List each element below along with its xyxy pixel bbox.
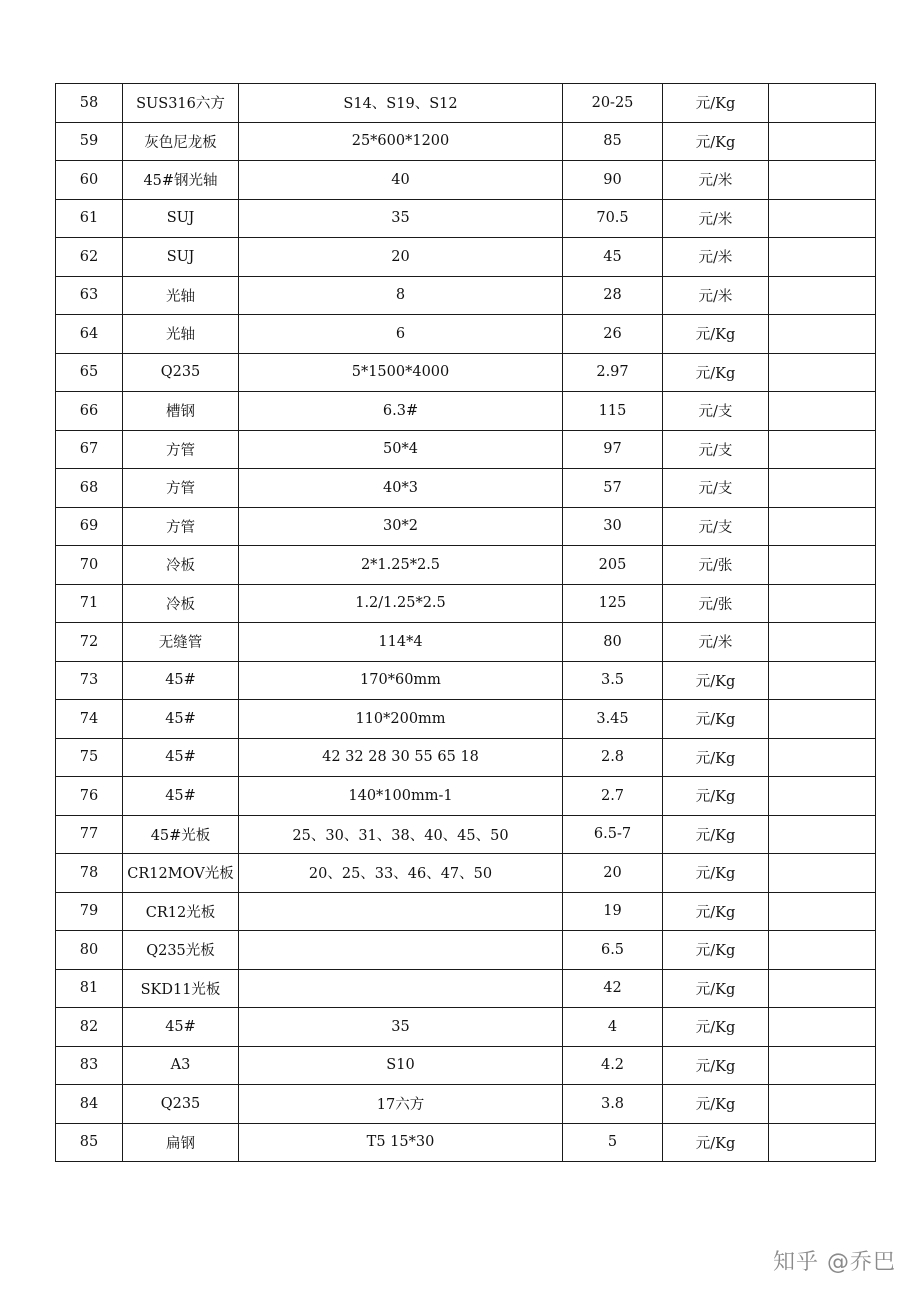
note-cell bbox=[769, 353, 876, 392]
material-name-cell: 方管 bbox=[123, 469, 239, 508]
table-row bbox=[56, 661, 876, 700]
material-name-cell: 45#光板 bbox=[123, 815, 239, 854]
note-cell bbox=[769, 661, 876, 700]
note-cell bbox=[769, 1008, 876, 1047]
material-name-cell: SUS316六方 bbox=[123, 84, 239, 123]
row-number-cell: 79 bbox=[56, 892, 123, 931]
table-row bbox=[56, 1008, 876, 1047]
row-number-cell: 69 bbox=[56, 507, 123, 546]
price-cell: 125 bbox=[563, 584, 663, 623]
material-name-cell: 45# bbox=[123, 1008, 239, 1047]
material-name-cell: 45# bbox=[123, 661, 239, 700]
material-name-cell: SKD11光板 bbox=[123, 969, 239, 1008]
table-row bbox=[56, 969, 876, 1008]
material-name-cell: SUJ bbox=[123, 199, 239, 238]
unit-cell: 元/支 bbox=[663, 469, 769, 508]
price-cell: 42 bbox=[563, 969, 663, 1008]
price-cell: 45 bbox=[563, 238, 663, 277]
specification-cell bbox=[239, 969, 563, 1008]
table-row bbox=[56, 584, 876, 623]
unit-cell: 元/Kg bbox=[663, 815, 769, 854]
price-cell: 3.8 bbox=[563, 1085, 663, 1124]
table-row bbox=[56, 469, 876, 508]
unit-cell: 元/Kg bbox=[663, 353, 769, 392]
note-cell bbox=[769, 892, 876, 931]
price-cell: 4.2 bbox=[563, 1046, 663, 1085]
unit-cell: 元/米 bbox=[663, 238, 769, 277]
price-cell: 20 bbox=[563, 854, 663, 893]
material-name-cell: Q235 bbox=[123, 353, 239, 392]
table-row bbox=[56, 507, 876, 546]
note-cell bbox=[769, 623, 876, 662]
price-cell: 2.7 bbox=[563, 777, 663, 816]
note-cell bbox=[769, 1123, 876, 1162]
price-cell: 90 bbox=[563, 161, 663, 200]
specification-cell: T5 15*30 bbox=[239, 1123, 563, 1162]
price-cell: 80 bbox=[563, 623, 663, 662]
specification-cell: 30*2 bbox=[239, 507, 563, 546]
material-name-cell: 45# bbox=[123, 738, 239, 777]
unit-cell: 元/Kg bbox=[663, 84, 769, 123]
price-cell: 115 bbox=[563, 392, 663, 431]
unit-cell: 元/Kg bbox=[663, 931, 769, 970]
material-name-cell: 冷板 bbox=[123, 584, 239, 623]
material-name-cell: A3 bbox=[123, 1046, 239, 1085]
price-cell: 2.97 bbox=[563, 353, 663, 392]
note-cell bbox=[769, 469, 876, 508]
row-number-cell: 76 bbox=[56, 777, 123, 816]
note-cell bbox=[769, 430, 876, 469]
table-row bbox=[56, 892, 876, 931]
row-number-cell: 72 bbox=[56, 623, 123, 662]
row-number-cell: 63 bbox=[56, 276, 123, 315]
price-cell: 26 bbox=[563, 315, 663, 354]
row-number-cell: 59 bbox=[56, 122, 123, 161]
unit-cell: 元/支 bbox=[663, 430, 769, 469]
watermark: 知乎 @乔巴 bbox=[773, 1250, 896, 1275]
material-name-cell: 光轴 bbox=[123, 276, 239, 315]
row-number-cell: 80 bbox=[56, 931, 123, 970]
specification-cell: 25、30、31、38、40、45、50 bbox=[239, 815, 563, 854]
price-cell: 28 bbox=[563, 276, 663, 315]
note-cell bbox=[769, 84, 876, 123]
unit-cell: 元/Kg bbox=[663, 1123, 769, 1162]
row-number-cell: 71 bbox=[56, 584, 123, 623]
table-row bbox=[56, 276, 876, 315]
unit-cell: 元/米 bbox=[663, 276, 769, 315]
price-cell: 30 bbox=[563, 507, 663, 546]
note-cell bbox=[769, 546, 876, 585]
material-name-cell: 光轴 bbox=[123, 315, 239, 354]
note-cell bbox=[769, 161, 876, 200]
table-row bbox=[56, 1085, 876, 1124]
note-cell bbox=[769, 969, 876, 1008]
specification-cell: 20、25、33、46、47、50 bbox=[239, 854, 563, 893]
specification-cell: 170*60mm bbox=[239, 661, 563, 700]
note-cell bbox=[769, 392, 876, 431]
specification-cell: 40*3 bbox=[239, 469, 563, 508]
table-row bbox=[56, 392, 876, 431]
specification-cell: 25*600*1200 bbox=[239, 122, 563, 161]
unit-cell: 元/支 bbox=[663, 507, 769, 546]
note-cell bbox=[769, 584, 876, 623]
table-row bbox=[56, 353, 876, 392]
price-cell: 6.5-7 bbox=[563, 815, 663, 854]
specification-cell: 110*200mm bbox=[239, 700, 563, 739]
row-number-cell: 85 bbox=[56, 1123, 123, 1162]
specification-cell: 20 bbox=[239, 238, 563, 277]
row-number-cell: 65 bbox=[56, 353, 123, 392]
table-row bbox=[56, 1046, 876, 1085]
specification-cell: 50*4 bbox=[239, 430, 563, 469]
price-cell: 70.5 bbox=[563, 199, 663, 238]
note-cell bbox=[769, 276, 876, 315]
table-row bbox=[56, 815, 876, 854]
unit-cell: 元/Kg bbox=[663, 700, 769, 739]
specification-cell: S10 bbox=[239, 1046, 563, 1085]
specification-cell bbox=[239, 892, 563, 931]
unit-cell: 元/支 bbox=[663, 392, 769, 431]
material-name-cell: CR12光板 bbox=[123, 892, 239, 931]
unit-cell: 元/米 bbox=[663, 199, 769, 238]
price-cell: 2.8 bbox=[563, 738, 663, 777]
unit-cell: 元/Kg bbox=[663, 777, 769, 816]
row-number-cell: 75 bbox=[56, 738, 123, 777]
specification-cell: 2*1.25*2.5 bbox=[239, 546, 563, 585]
unit-cell: 元/Kg bbox=[663, 969, 769, 1008]
row-number-cell: 81 bbox=[56, 969, 123, 1008]
specification-cell: 35 bbox=[239, 1008, 563, 1047]
note-cell bbox=[769, 199, 876, 238]
unit-cell: 元/张 bbox=[663, 546, 769, 585]
note-cell bbox=[769, 700, 876, 739]
price-cell: 5 bbox=[563, 1123, 663, 1162]
specification-cell: S14、S19、S12 bbox=[239, 84, 563, 123]
price-cell: 85 bbox=[563, 122, 663, 161]
unit-cell: 元/Kg bbox=[663, 854, 769, 893]
unit-cell: 元/Kg bbox=[663, 1085, 769, 1124]
row-number-cell: 82 bbox=[56, 1008, 123, 1047]
price-cell: 205 bbox=[563, 546, 663, 585]
unit-cell: 元/Kg bbox=[663, 315, 769, 354]
row-number-cell: 61 bbox=[56, 199, 123, 238]
row-number-cell: 77 bbox=[56, 815, 123, 854]
unit-cell: 元/Kg bbox=[663, 738, 769, 777]
note-cell bbox=[769, 777, 876, 816]
price-cell: 57 bbox=[563, 469, 663, 508]
row-number-cell: 68 bbox=[56, 469, 123, 508]
table-row bbox=[56, 122, 876, 161]
note-cell bbox=[769, 1046, 876, 1085]
note-cell bbox=[769, 507, 876, 546]
unit-cell: 元/Kg bbox=[663, 1008, 769, 1047]
row-number-cell: 73 bbox=[56, 661, 123, 700]
material-name-cell: 45# bbox=[123, 700, 239, 739]
material-name-cell: 45# bbox=[123, 777, 239, 816]
material-name-cell: 45#钢光轴 bbox=[123, 161, 239, 200]
specification-cell: 17六方 bbox=[239, 1085, 563, 1124]
row-number-cell: 58 bbox=[56, 84, 123, 123]
note-cell bbox=[769, 238, 876, 277]
row-number-cell: 62 bbox=[56, 238, 123, 277]
table-row bbox=[56, 700, 876, 739]
row-number-cell: 60 bbox=[56, 161, 123, 200]
unit-cell: 元/米 bbox=[663, 161, 769, 200]
table-row bbox=[56, 315, 876, 354]
note-cell bbox=[769, 815, 876, 854]
material-name-cell: 方管 bbox=[123, 507, 239, 546]
table-row bbox=[56, 931, 876, 970]
row-number-cell: 83 bbox=[56, 1046, 123, 1085]
price-cell: 19 bbox=[563, 892, 663, 931]
material-name-cell: 方管 bbox=[123, 430, 239, 469]
price-cell: 4 bbox=[563, 1008, 663, 1047]
row-number-cell: 74 bbox=[56, 700, 123, 739]
note-cell bbox=[769, 931, 876, 970]
row-number-cell: 67 bbox=[56, 430, 123, 469]
specification-cell: 5*1500*4000 bbox=[239, 353, 563, 392]
price-cell: 97 bbox=[563, 430, 663, 469]
material-name-cell: 槽钢 bbox=[123, 392, 239, 431]
row-number-cell: 64 bbox=[56, 315, 123, 354]
unit-cell: 元/米 bbox=[663, 623, 769, 662]
material-name-cell: Q235 bbox=[123, 1085, 239, 1124]
specification-cell: 6 bbox=[239, 315, 563, 354]
unit-cell: 元/Kg bbox=[663, 122, 769, 161]
note-cell bbox=[769, 315, 876, 354]
specification-cell bbox=[239, 931, 563, 970]
specification-cell: 1.2/1.25*2.5 bbox=[239, 584, 563, 623]
price-table bbox=[55, 83, 876, 1162]
row-number-cell: 66 bbox=[56, 392, 123, 431]
material-name-cell: CR12MOV光板 bbox=[123, 854, 239, 893]
table-row bbox=[56, 777, 876, 816]
note-cell bbox=[769, 1085, 876, 1124]
price-cell: 20-25 bbox=[563, 84, 663, 123]
specification-cell: 35 bbox=[239, 199, 563, 238]
material-name-cell: 扁钢 bbox=[123, 1123, 239, 1162]
unit-cell: 元/Kg bbox=[663, 892, 769, 931]
unit-cell: 元/张 bbox=[663, 584, 769, 623]
table-body bbox=[56, 84, 876, 1162]
table-row bbox=[56, 430, 876, 469]
price-cell: 3.45 bbox=[563, 700, 663, 739]
price-cell: 3.5 bbox=[563, 661, 663, 700]
material-name-cell: 冷板 bbox=[123, 546, 239, 585]
note-cell bbox=[769, 122, 876, 161]
specification-cell: 40 bbox=[239, 161, 563, 200]
specification-cell: 42 32 28 30 55 65 18 bbox=[239, 738, 563, 777]
unit-cell: 元/Kg bbox=[663, 1046, 769, 1085]
table-row bbox=[56, 1123, 876, 1162]
row-number-cell: 70 bbox=[56, 546, 123, 585]
specification-cell: 114*4 bbox=[239, 623, 563, 662]
table-row bbox=[56, 238, 876, 277]
row-number-cell: 78 bbox=[56, 854, 123, 893]
material-name-cell: Q235光板 bbox=[123, 931, 239, 970]
table-row bbox=[56, 546, 876, 585]
table-row bbox=[56, 623, 876, 662]
material-name-cell: SUJ bbox=[123, 238, 239, 277]
note-cell bbox=[769, 854, 876, 893]
material-name-cell: 无缝管 bbox=[123, 623, 239, 662]
note-cell bbox=[769, 738, 876, 777]
table-row bbox=[56, 161, 876, 200]
specification-cell: 8 bbox=[239, 276, 563, 315]
table-row bbox=[56, 738, 876, 777]
specification-cell: 140*100mm-1 bbox=[239, 777, 563, 816]
material-name-cell: 灰色尼龙板 bbox=[123, 122, 239, 161]
table-row bbox=[56, 854, 876, 893]
table-row bbox=[56, 84, 876, 123]
table-row bbox=[56, 199, 876, 238]
unit-cell: 元/Kg bbox=[663, 661, 769, 700]
specification-cell: 6.3# bbox=[239, 392, 563, 431]
row-number-cell: 84 bbox=[56, 1085, 123, 1124]
price-cell: 6.5 bbox=[563, 931, 663, 970]
